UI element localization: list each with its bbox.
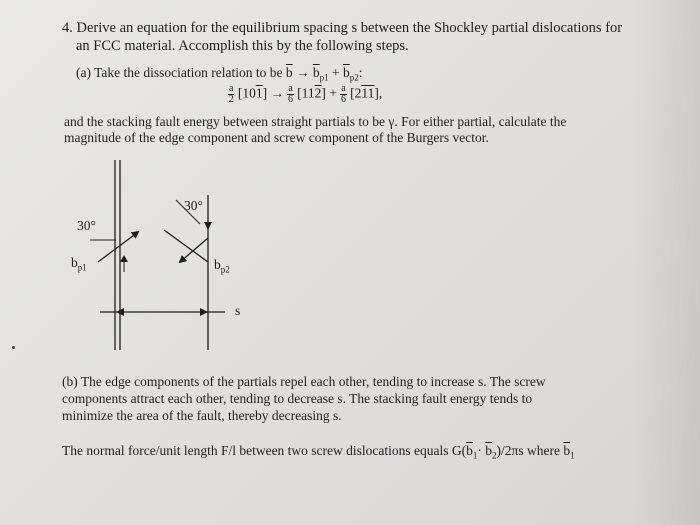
burgers-vector-bp1: [98, 232, 138, 262]
burgers-bp2-sub: p2: [349, 72, 359, 83]
dissociation-plus: +: [332, 65, 340, 80]
force-b2: $\overline{b}$: [485, 443, 493, 458]
force-b1: $\overline{b}$: [466, 443, 473, 458]
burgers-bp1-sub: p1: [319, 72, 329, 83]
force-dot: ·: [477, 443, 482, 458]
angle-label-right: 30°: [184, 198, 203, 213]
force-b-end: $\overline{b}$: [563, 443, 571, 458]
part-b-line3: minimize the area of the fault, thereby decreasing s.: [62, 408, 342, 423]
label-bp1: $b_{p1}$: [71, 255, 87, 273]
part-a-text-line1: and the stacking fault energy between straight partials to be γ. For either partial, calculate the: [64, 114, 567, 129]
equation-plus: +: [329, 85, 337, 101]
problem-number: 4.: [62, 20, 73, 36]
angle-marker-right: [204, 222, 212, 230]
label-s: s: [235, 303, 241, 318]
problem-text-line1: Derive an equation for the equilibrium spacing s between the Shockley partial dislocations for: [76, 20, 623, 36]
burgers-bp2: $\overline{b}$: [343, 65, 350, 80]
problem-header-line2: an FCC material. Accomplish this by the following steps.: [76, 38, 409, 54]
vector-112: [112]: [297, 85, 326, 101]
force-b2-sub: 2: [492, 450, 497, 461]
angle-label-left: 30°: [77, 218, 96, 233]
part-b-line2: components attract each other, tending to decrease s. The stacking fault energy tends to: [62, 391, 533, 406]
fraction-a-over-6-first: $\frac{a}{6}$: [288, 83, 294, 105]
label-bp2: $b_{p2}$: [214, 257, 230, 275]
vector-211: [211],: [350, 85, 383, 101]
edge-arrow-left: [120, 255, 128, 262]
force-text-end: )/2πs where: [496, 443, 560, 458]
force-b1-sub: 1: [472, 450, 478, 461]
intro-colon: :: [358, 65, 363, 80]
equation-arrow: →: [270, 85, 284, 101]
force-text-start: The normal force/unit length F/l between two screw dislocations equals G(: [62, 443, 467, 458]
fraction-a-over-6-second: $\frac{a}{6}$: [341, 83, 346, 105]
burgers-bp1: $\overline{b}$: [312, 65, 320, 80]
fraction-a-over-2: $\frac{a}{2}$: [228, 83, 234, 105]
dissociation-arrow: →: [296, 65, 310, 80]
vector-101: [101]: [237, 85, 268, 101]
burgers-b: $\overline{b}$: [285, 65, 293, 80]
spacing-arrow-right: [200, 308, 208, 316]
part-a-label: (a): [76, 65, 91, 80]
force-b-end-sub: 1: [570, 450, 575, 461]
paper-speck: [12, 346, 15, 349]
part-b-force-line: [62, 443, 575, 461]
part-a-intro-text: Take the dissociation relation to be: [94, 65, 283, 80]
part-a-text-line2: magnitude of the edge component and screw component of the Burgers vector.: [64, 130, 489, 145]
part-b-line1: (b) The edge components of the partials repel each other, tending to increase s. The screw: [62, 374, 546, 389]
